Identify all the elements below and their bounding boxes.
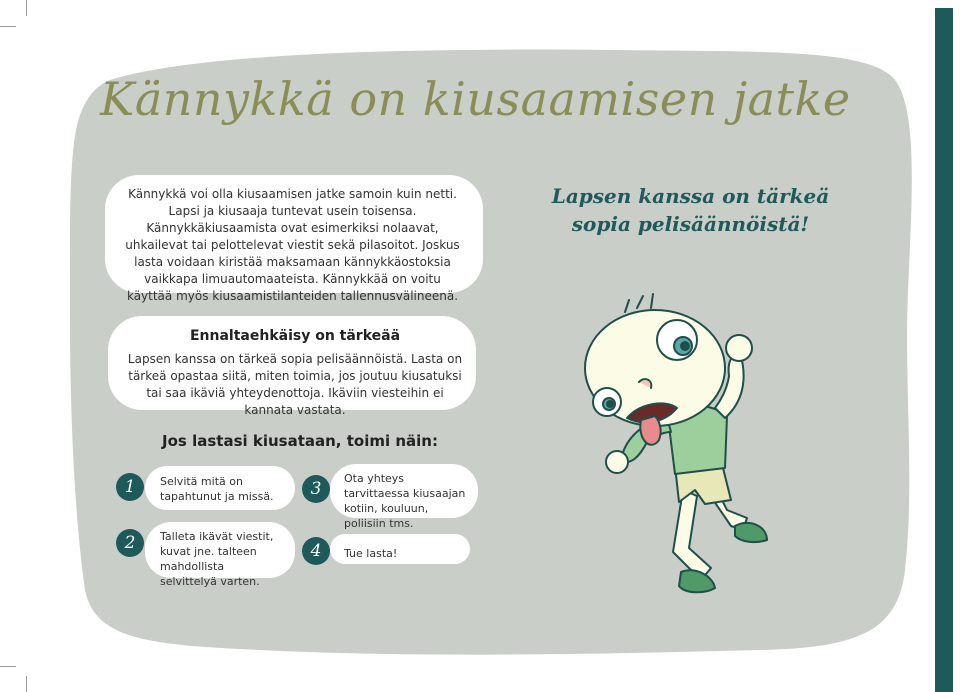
step-number-3: 3 bbox=[302, 475, 330, 503]
step-text-3: Ota yhteys tarvittaessa kiusaajan kotiin, kouluun, poliisiin tms. bbox=[344, 472, 466, 530]
step-number-1: 1 bbox=[116, 473, 144, 501]
step-text-4: Tue lasta! bbox=[344, 547, 398, 560]
step-number-4: 4 bbox=[302, 537, 330, 565]
step-number-2: 2 bbox=[116, 529, 144, 557]
intro-text: Kännykkä voi olla kiusaamisen jatke samoin kuin netti. Lapsi ja kiusaaja tuntevat usein toisensa. Kännykkäkiusaamista ovat esimerkiksi nolaavat, uhkailevat tai pelottelevat viestit sekä pilasoitot. Joskus lasta voidaan kiristää maksamaan kännykkäostoksia vaikkapa limuautomaateista. Kännykkää on voitu käyttää myös kiusaamistilanteiden tallennusvälineenä. bbox=[125, 187, 460, 303]
step-text-1: Selvitä mitä on tapahtunut ja missä. bbox=[160, 475, 274, 503]
step-text-2: Talleta ikävät viestit, kuvat jne. talteen mahdollista selvittelyä varten. bbox=[160, 530, 274, 588]
prevention-text: Lapsen kanssa on tärkeä sopia pelisäännöistä. Lasta on tärkeä opastaa siitä, miten toimia, jos joutuu kiusatuksi tai saa ikäviä yhteydenottoja. Ikäviin viesteihin ei kannata vastata. bbox=[127, 352, 463, 417]
page-title: Kännykkä on kiusaamisen jatke bbox=[100, 72, 851, 126]
steps-heading: Jos lastasi kiusataan, toimi näin: bbox=[162, 432, 438, 450]
cartoon-child-illustration bbox=[555, 290, 785, 610]
slogan: Lapsen kanssa on tärkeä sopia pelisäännöistä! bbox=[551, 184, 830, 236]
prevention-heading: Ennaltaehkäisy on tärkeää bbox=[189, 328, 401, 344]
